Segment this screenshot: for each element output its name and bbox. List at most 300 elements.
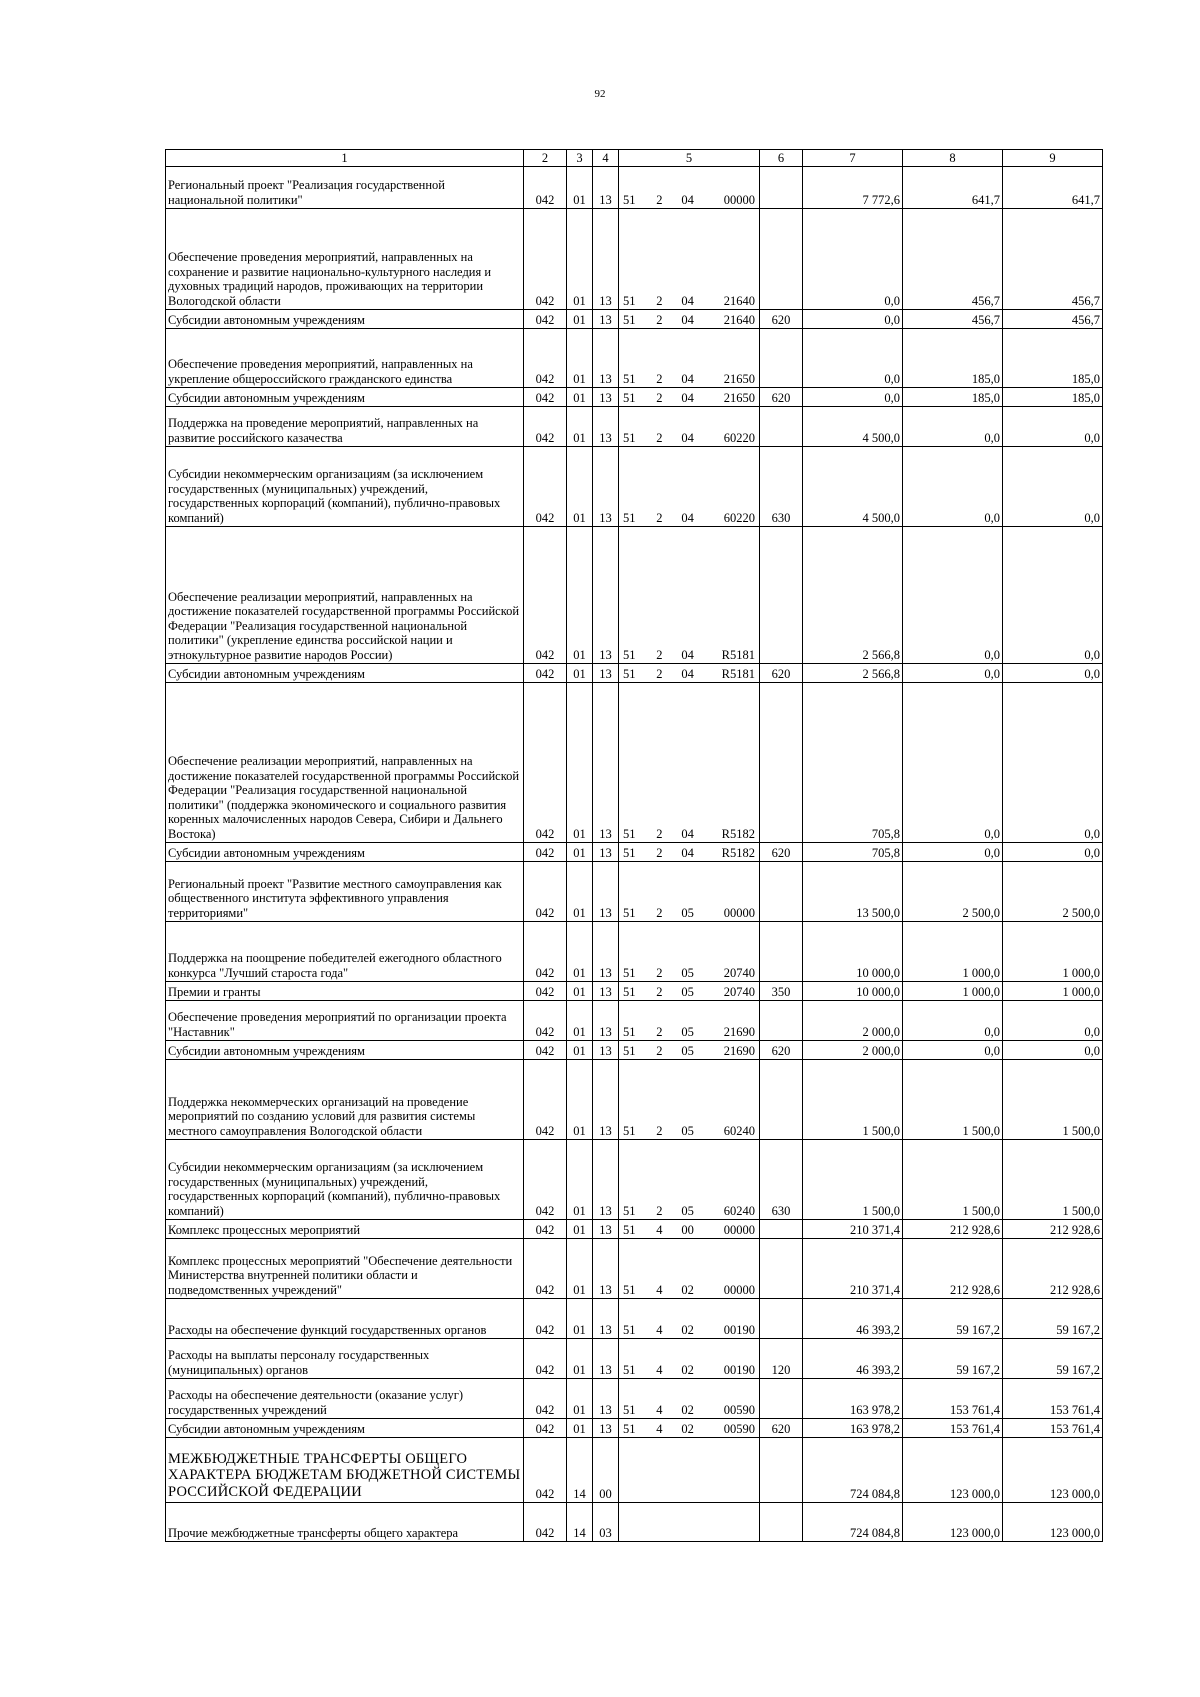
row-name: Комплекс процессных мероприятий "Обеспечение деятельности Министерства внутренней политики области и подведомственных учреждений" (166, 1239, 524, 1299)
csr-part-4: 21690 (723, 1043, 755, 1058)
cell-pr: 13 (593, 310, 619, 329)
csr-part-4: 20740 (723, 965, 755, 980)
cell-vr (760, 167, 803, 209)
cell-vr: 630 (760, 1140, 803, 1220)
cell-rz: 01 (567, 922, 593, 982)
cell-vr (760, 1379, 803, 1419)
row-name: Обеспечение проведения мероприятий по организации проекта "Наставник" (166, 1001, 524, 1041)
cell-value-7: 0,0 (803, 329, 903, 388)
csr-part-3: 05 (681, 1203, 694, 1218)
cell-rz: 01 (567, 982, 593, 1001)
csr-code (619, 371, 759, 388)
cell-csr (619, 1339, 760, 1379)
cell-value-9: 456,7 (1003, 310, 1103, 329)
cell-value-9: 1 000,0 (1003, 922, 1103, 982)
csr-part-2: 2 (656, 666, 663, 681)
cell-value-8: 456,7 (903, 209, 1003, 310)
csr-part-2: 2 (656, 905, 663, 920)
cell-value-9: 59 167,2 (1003, 1299, 1103, 1339)
table-row (166, 1220, 1103, 1239)
csr-part-2: 4 (656, 1402, 663, 1417)
cell-value-8: 0,0 (903, 1001, 1003, 1041)
cell-gr: 042 (524, 310, 567, 329)
cell-value-9: 185,0 (1003, 388, 1103, 407)
cell-rz: 01 (567, 1041, 593, 1060)
cell-pr: 13 (593, 862, 619, 922)
cell-gr: 042 (524, 1041, 567, 1060)
csr-part-1: 51 (623, 1282, 636, 1297)
cell-vr: 620 (760, 1419, 803, 1438)
cell-value-8: 185,0 (903, 329, 1003, 388)
table-row (166, 1339, 1103, 1379)
table-row (166, 1140, 1103, 1220)
cell-pr: 13 (593, 1041, 619, 1060)
csr-part-4: 21650 (723, 371, 755, 386)
cell-gr: 042 (524, 167, 567, 209)
cell-value-7: 7 772,6 (803, 167, 903, 209)
table-row (166, 1503, 1103, 1542)
csr-code (619, 1043, 759, 1060)
csr-part-3: 02 (681, 1282, 694, 1297)
cell-csr (619, 329, 760, 388)
cell-value-7: 46 393,2 (803, 1299, 903, 1339)
csr-part-1: 51 (623, 1043, 636, 1058)
csr-part-1: 51 (623, 1402, 636, 1417)
cell-pr: 13 (593, 388, 619, 407)
csr-part-2: 4 (656, 1282, 663, 1297)
cell-value-7: 0,0 (803, 388, 903, 407)
cell-csr (619, 1220, 760, 1239)
cell-value-8: 212 928,6 (903, 1220, 1003, 1239)
cell-value-7: 13 500,0 (803, 862, 903, 922)
cell-pr: 13 (593, 1220, 619, 1239)
csr-part-3: 04 (681, 371, 694, 386)
cell-gr: 042 (524, 1438, 567, 1503)
csr-part-2: 2 (656, 312, 663, 327)
table-row (166, 1299, 1103, 1339)
cell-value-9: 212 928,6 (1003, 1239, 1103, 1299)
row-name: Поддержка некоммерческих организаций на проведение мероприятий по созданию условий для развития системы местного самоуправления Вологодской области (166, 1060, 524, 1140)
table-body (166, 150, 1103, 1542)
cell-csr (619, 167, 760, 209)
cell-value-9: 456,7 (1003, 209, 1103, 310)
table-row (166, 329, 1103, 388)
cell-value-9: 59 167,2 (1003, 1339, 1103, 1379)
csr-part-3: 05 (681, 1024, 694, 1039)
cell-value-8: 0,0 (903, 664, 1003, 683)
cell-value-7: 1 500,0 (803, 1140, 903, 1220)
cell-csr (619, 862, 760, 922)
cell-gr: 042 (524, 1060, 567, 1140)
csr-part-4: 21690 (723, 1024, 755, 1039)
csr-part-1: 51 (623, 1421, 636, 1436)
csr-code (619, 1282, 759, 1299)
cell-value-7: 4 500,0 (803, 407, 903, 447)
cell-gr: 042 (524, 1140, 567, 1220)
cell-pr: 13 (593, 1419, 619, 1438)
cell-rz: 01 (567, 329, 593, 388)
cell-value-8: 1 000,0 (903, 982, 1003, 1001)
cell-vr (760, 209, 803, 310)
cell-vr (760, 1503, 803, 1542)
cell-pr: 13 (593, 1001, 619, 1041)
row-name: Обеспечение реализации мероприятий, направленных на достижение показателей государственной программы Российской Федерации "Реализация государственной национальной политики" (укрепление единства российской нации и этнокультурное развитие народов России) (166, 527, 524, 664)
cell-value-7: 1 500,0 (803, 1060, 903, 1140)
csr-part-4: 00590 (723, 1402, 755, 1417)
row-name: Поддержка на поощрение победителей ежегодного областного конкурса "Лучший староста года" (166, 922, 524, 982)
csr-part-2: 2 (656, 647, 663, 662)
csr-code (619, 1402, 759, 1419)
csr-part-4: 60240 (723, 1203, 755, 1218)
cell-pr: 00 (593, 1438, 619, 1503)
csr-part-3: 05 (681, 984, 694, 999)
cell-gr: 042 (524, 862, 567, 922)
col-header-8: 8 (903, 150, 1003, 167)
csr-code (619, 666, 759, 683)
csr-part-1: 51 (623, 666, 636, 681)
csr-part-3: 02 (681, 1402, 694, 1417)
table-row (166, 1419, 1103, 1438)
cell-value-7: 2 566,8 (803, 664, 903, 683)
csr-part-1: 51 (623, 845, 636, 860)
cell-csr (619, 388, 760, 407)
csr-part-2: 2 (656, 510, 663, 525)
cell-value-8: 0,0 (903, 447, 1003, 527)
cell-vr: 120 (760, 1339, 803, 1379)
cell-vr (760, 1438, 803, 1503)
row-name: Субсидии автономным учреждениям (166, 388, 524, 407)
row-name: Обеспечение реализации мероприятий, направленных на достижение показателей государственной программы Российской Федерации "Реализация государственной национальной политики" (поддержка экономического и социального развития коренных малочисленных народов Севера, Сибири и Дальнего Востока) (166, 683, 524, 843)
cell-rz: 01 (567, 447, 593, 527)
row-name: МЕЖБЮДЖЕТНЫЕ ТРАНСФЕРТЫ ОБЩЕГО ХАРАКТЕРА БЮДЖЕТАМ БЮДЖЕТНОЙ СИСТЕМЫ РОССИЙСКОЙ ФЕДЕРАЦИИ (166, 1438, 524, 1503)
row-name: Комплекс процессных мероприятий (166, 1220, 524, 1239)
csr-part-4: 00000 (723, 1282, 755, 1297)
csr-code (619, 647, 759, 664)
cell-pr: 03 (593, 1503, 619, 1542)
cell-csr (619, 1239, 760, 1299)
csr-part-1: 51 (623, 1222, 636, 1237)
cell-value-9: 123 000,0 (1003, 1503, 1103, 1542)
cell-gr: 042 (524, 1001, 567, 1041)
cell-value-8: 185,0 (903, 388, 1003, 407)
cell-rz: 14 (567, 1438, 593, 1503)
cell-pr: 13 (593, 982, 619, 1001)
csr-part-3: 04 (681, 192, 694, 207)
csr-part-1: 51 (623, 1362, 636, 1377)
csr-code (619, 1539, 759, 1541)
cell-csr (619, 1379, 760, 1419)
csr-code (619, 1322, 759, 1339)
cell-gr: 042 (524, 527, 567, 664)
cell-value-8: 0,0 (903, 1041, 1003, 1060)
col-header-3: 3 (567, 150, 593, 167)
cell-vr (760, 407, 803, 447)
cell-vr: 620 (760, 388, 803, 407)
csr-part-3: 04 (681, 826, 694, 841)
cell-csr (619, 843, 760, 862)
cell-rz: 01 (567, 1001, 593, 1041)
csr-part-3: 02 (681, 1362, 694, 1377)
cell-gr: 042 (524, 407, 567, 447)
cell-value-8: 123 000,0 (903, 1438, 1003, 1503)
csr-part-4: R5181 (721, 647, 755, 662)
cell-rz: 01 (567, 388, 593, 407)
cell-gr: 042 (524, 843, 567, 862)
cell-value-7: 163 978,2 (803, 1379, 903, 1419)
row-name: Субсидии автономным учреждениям (166, 1419, 524, 1438)
csr-part-1: 51 (623, 1203, 636, 1218)
cell-pr: 13 (593, 209, 619, 310)
cell-value-8: 153 761,4 (903, 1419, 1003, 1438)
cell-value-9: 153 761,4 (1003, 1379, 1103, 1419)
csr-part-4: 60220 (723, 430, 755, 445)
cell-rz: 01 (567, 167, 593, 209)
csr-part-4: R5181 (721, 666, 755, 681)
csr-part-2: 2 (656, 826, 663, 841)
csr-part-2: 2 (656, 1203, 663, 1218)
cell-gr: 042 (524, 1220, 567, 1239)
table-row (166, 167, 1103, 209)
csr-part-2: 4 (656, 1362, 663, 1377)
cell-value-7: 10 000,0 (803, 922, 903, 982)
cell-vr (760, 1220, 803, 1239)
cell-rz: 01 (567, 1239, 593, 1299)
col-header-9: 9 (1003, 150, 1103, 167)
csr-part-3: 04 (681, 666, 694, 681)
csr-code (619, 826, 759, 843)
csr-part-2: 2 (656, 965, 663, 980)
cell-value-9: 0,0 (1003, 527, 1103, 664)
csr-part-2: 2 (656, 192, 663, 207)
csr-code (619, 1203, 759, 1220)
col-header-4: 4 (593, 150, 619, 167)
cell-gr: 042 (524, 1299, 567, 1339)
csr-code (619, 1421, 759, 1438)
cell-csr (619, 664, 760, 683)
csr-part-3: 04 (681, 430, 694, 445)
csr-code (619, 965, 759, 982)
cell-value-7: 163 978,2 (803, 1419, 903, 1438)
csr-part-1: 51 (623, 826, 636, 841)
cell-pr: 13 (593, 527, 619, 664)
cell-value-7: 2 000,0 (803, 1001, 903, 1041)
cell-value-7: 724 084,8 (803, 1438, 903, 1503)
col-header-7: 7 (803, 150, 903, 167)
cell-gr: 042 (524, 1339, 567, 1379)
cell-value-7: 210 371,4 (803, 1220, 903, 1239)
cell-gr: 042 (524, 683, 567, 843)
table-row (166, 1060, 1103, 1140)
cell-pr: 13 (593, 1299, 619, 1339)
csr-part-1: 51 (623, 965, 636, 980)
csr-part-1: 51 (623, 371, 636, 386)
cell-csr (619, 527, 760, 664)
cell-value-8: 0,0 (903, 407, 1003, 447)
cell-value-9: 0,0 (1003, 1041, 1103, 1060)
row-name: Премии и гранты (166, 982, 524, 1001)
csr-part-1: 51 (623, 293, 636, 308)
cell-vr (760, 683, 803, 843)
cell-rz: 01 (567, 527, 593, 664)
csr-part-4: 00190 (723, 1322, 755, 1337)
cell-value-8: 0,0 (903, 843, 1003, 862)
cell-gr: 042 (524, 209, 567, 310)
cell-pr: 13 (593, 1339, 619, 1379)
csr-part-4: 60240 (723, 1123, 755, 1138)
cell-value-8: 0,0 (903, 683, 1003, 843)
row-name: Расходы на обеспечение деятельности (оказание услуг) государственных учреждений (166, 1379, 524, 1419)
csr-part-1: 51 (623, 510, 636, 525)
row-name: Субсидии автономным учреждениям (166, 664, 524, 683)
cell-value-8: 1 500,0 (903, 1060, 1003, 1140)
cell-value-9: 0,0 (1003, 447, 1103, 527)
page-number: 92 (594, 88, 606, 100)
cell-value-9: 212 928,6 (1003, 1220, 1103, 1239)
cell-value-7: 705,8 (803, 843, 903, 862)
csr-part-1: 51 (623, 192, 636, 207)
cell-csr (619, 683, 760, 843)
table-row (166, 843, 1103, 862)
csr-part-2: 2 (656, 1043, 663, 1058)
cell-vr: 630 (760, 447, 803, 527)
cell-vr: 620 (760, 1041, 803, 1060)
csr-part-3: 02 (681, 1322, 694, 1337)
row-name: Субсидии некоммерческим организациям (за исключением государственных (муниципальных) учреждений, государственных корпораций (компаний), публично-правовых компаний) (166, 447, 524, 527)
cell-rz: 01 (567, 1220, 593, 1239)
cell-value-8: 123 000,0 (903, 1503, 1003, 1542)
csr-part-2: 4 (656, 1421, 663, 1436)
cell-rz: 01 (567, 407, 593, 447)
cell-value-9: 185,0 (1003, 329, 1103, 388)
cell-value-9: 123 000,0 (1003, 1438, 1103, 1503)
cell-value-8: 1 000,0 (903, 922, 1003, 982)
cell-vr (760, 922, 803, 982)
row-name: Субсидии автономным учреждениям (166, 1041, 524, 1060)
row-name: Региональный проект "Реализация государственной национальной политики" (166, 167, 524, 209)
cell-value-7: 2 566,8 (803, 527, 903, 664)
cell-rz: 01 (567, 310, 593, 329)
cell-value-8: 641,7 (903, 167, 1003, 209)
csr-part-4: 00590 (723, 1421, 755, 1436)
row-name: Обеспечение проведения мероприятий, направленных на сохранение и развитие национально-культурного наследия и духовных традиций народов, проживающих на территории Вологодской области (166, 209, 524, 310)
row-name: Расходы на обеспечение функций государственных органов (166, 1299, 524, 1339)
csr-part-4: 20740 (723, 984, 755, 999)
csr-code (619, 905, 759, 922)
table-row (166, 982, 1103, 1001)
cell-pr: 13 (593, 1140, 619, 1220)
csr-part-3: 00 (681, 1222, 694, 1237)
cell-rz: 01 (567, 862, 593, 922)
cell-csr (619, 1060, 760, 1140)
cell-pr: 13 (593, 407, 619, 447)
csr-part-2: 2 (656, 293, 663, 308)
cell-vr: 620 (760, 843, 803, 862)
cell-rz: 01 (567, 843, 593, 862)
cell-vr: 350 (760, 982, 803, 1001)
cell-rz: 01 (567, 1299, 593, 1339)
csr-part-4: 60220 (723, 510, 755, 525)
table-row (166, 310, 1103, 329)
csr-part-3: 02 (681, 1421, 694, 1436)
cell-csr (619, 407, 760, 447)
cell-value-7: 4 500,0 (803, 447, 903, 527)
csr-part-3: 04 (681, 845, 694, 860)
cell-pr: 13 (593, 1379, 619, 1419)
cell-pr: 13 (593, 1060, 619, 1140)
csr-part-1: 51 (623, 1024, 636, 1039)
csr-part-3: 05 (681, 1123, 694, 1138)
cell-value-8: 153 761,4 (903, 1379, 1003, 1419)
csr-code (619, 192, 759, 209)
cell-value-7: 0,0 (803, 310, 903, 329)
csr-part-1: 51 (623, 390, 636, 405)
cell-csr (619, 1001, 760, 1041)
csr-part-4: 00000 (723, 192, 755, 207)
cell-gr: 042 (524, 664, 567, 683)
cell-csr (619, 922, 760, 982)
csr-part-4: 00190 (723, 1362, 755, 1377)
cell-value-7: 705,8 (803, 683, 903, 843)
cell-value-9: 641,7 (1003, 167, 1103, 209)
csr-part-2: 2 (656, 430, 663, 445)
csr-part-4: 00000 (723, 905, 755, 920)
row-name: Поддержка на проведение мероприятий, направленных на развитие российского казачества (166, 407, 524, 447)
cell-value-9: 0,0 (1003, 407, 1103, 447)
csr-code (619, 984, 759, 1001)
csr-part-4: 21640 (723, 293, 755, 308)
row-name: Обеспечение проведения мероприятий, направленных на укрепление общероссийского гражданского единства (166, 329, 524, 388)
cell-rz: 01 (567, 1379, 593, 1419)
cell-csr (619, 1503, 760, 1542)
row-name: Субсидии автономным учреждениям (166, 310, 524, 329)
cell-rz: 01 (567, 1140, 593, 1220)
csr-part-3: 04 (681, 312, 694, 327)
cell-vr (760, 1060, 803, 1140)
cell-vr (760, 527, 803, 664)
csr-part-2: 2 (656, 371, 663, 386)
cell-pr: 13 (593, 843, 619, 862)
cell-value-7: 0,0 (803, 209, 903, 310)
table-row (166, 1379, 1103, 1419)
csr-code (619, 293, 759, 310)
csr-part-1: 51 (623, 430, 636, 445)
budget-table (165, 149, 1103, 1542)
col-header-2: 2 (524, 150, 567, 167)
table-row (166, 922, 1103, 982)
table-row (166, 407, 1103, 447)
cell-gr: 042 (524, 922, 567, 982)
cell-value-7: 724 084,8 (803, 1503, 903, 1542)
cell-vr (760, 1299, 803, 1339)
cell-csr (619, 310, 760, 329)
cell-value-9: 1 500,0 (1003, 1060, 1103, 1140)
csr-part-4: 21650 (723, 390, 755, 405)
row-name: Расходы на выплаты персоналу государственных (муниципальных) органов (166, 1339, 524, 1379)
cell-value-9: 1 500,0 (1003, 1140, 1103, 1220)
csr-part-4: R5182 (721, 845, 755, 860)
cell-pr: 13 (593, 922, 619, 982)
cell-value-8: 59 167,2 (903, 1339, 1003, 1379)
cell-pr: 13 (593, 167, 619, 209)
col-header-6: 6 (760, 150, 803, 167)
csr-code (619, 1222, 759, 1239)
csr-code (619, 1362, 759, 1379)
cell-value-9: 0,0 (1003, 843, 1103, 862)
csr-part-2: 2 (656, 1024, 663, 1039)
cell-pr: 13 (593, 683, 619, 843)
csr-code (619, 390, 759, 407)
header-row (166, 150, 1103, 167)
